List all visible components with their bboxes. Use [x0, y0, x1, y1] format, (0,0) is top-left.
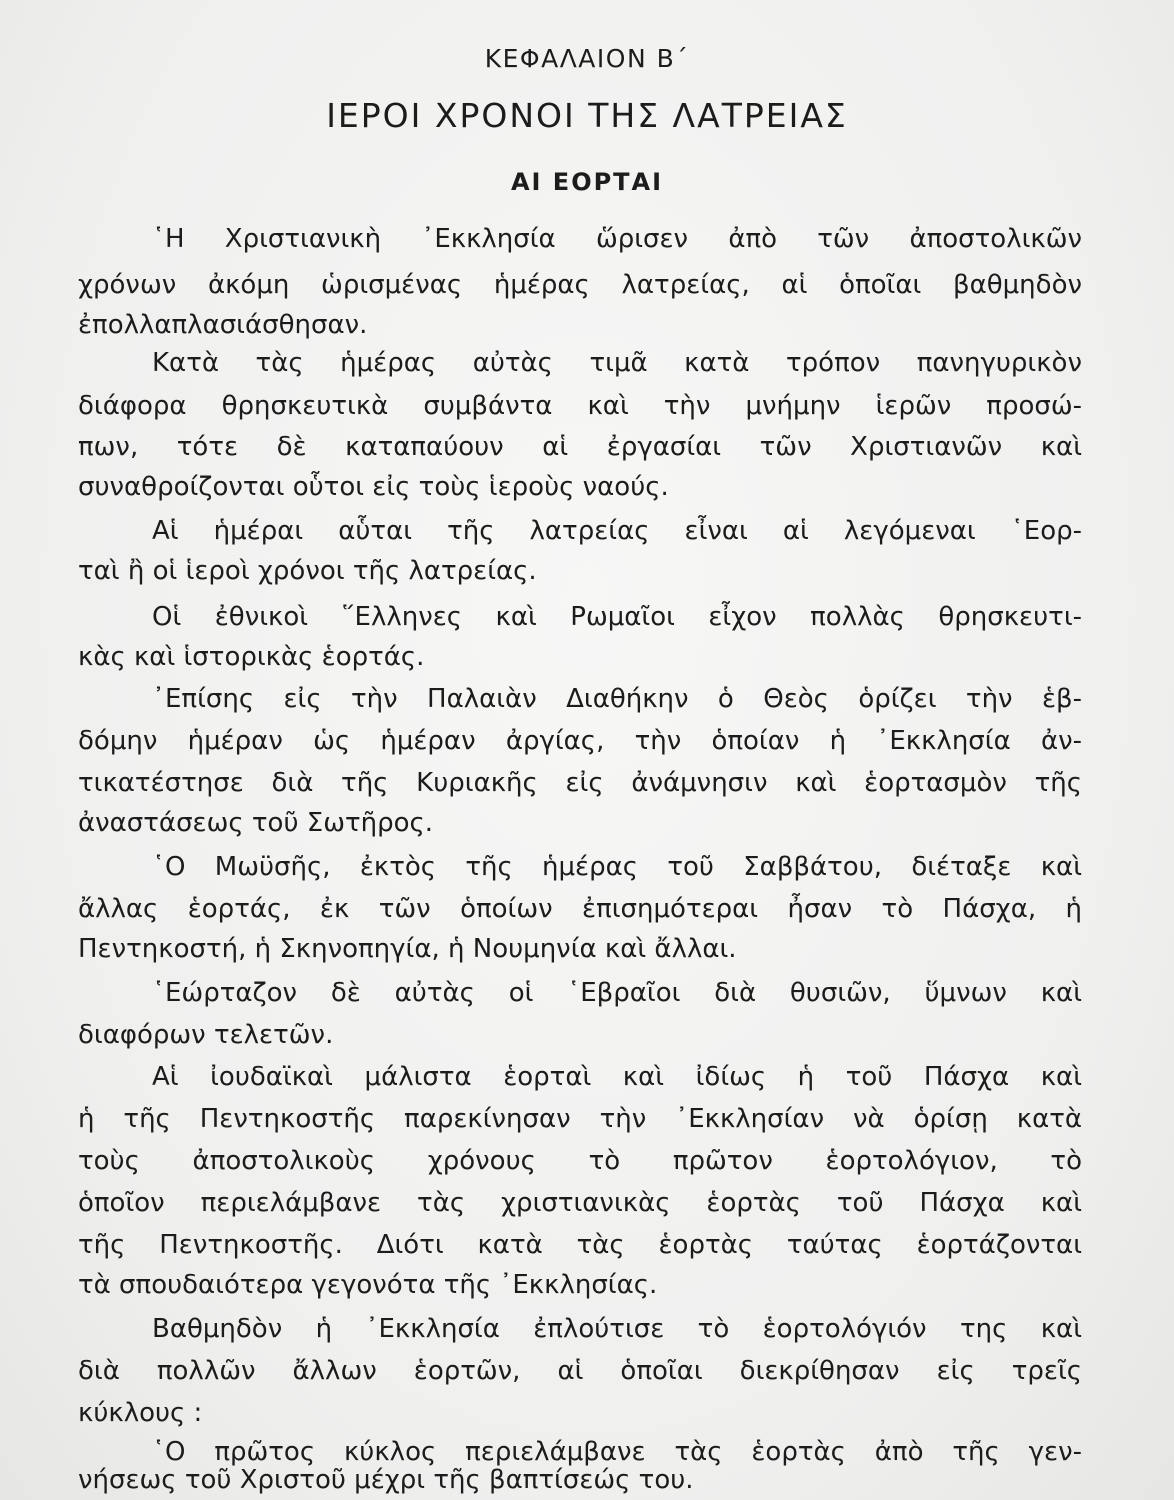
- text-line: ἐπολλαπλασιάσθησαν.: [78, 310, 368, 340]
- text-line: Πεντηκοστή, ἡ Σκηνοπηγία, ἡ Νουμηνία καὶ ἄλλαι.: [78, 934, 737, 964]
- text-line: ῾Ο Μωϋσῆς, ἐκτὸς τῆς ἡμέρας τοῦ Σαββάτου, διέταξε καὶ: [152, 852, 1082, 882]
- text-line: ῾Εώρταζον δὲ αὐτὰς οἱ ῾Εβραῖοι διὰ θυσιῶν, ὕμνων καὶ: [152, 978, 1082, 1008]
- text-line: χρόνων ἀκόμη ὡρισμένας ἡμέρας λατρείας, αἱ ὁποῖαι βαθμηδὸν: [78, 270, 1082, 300]
- text-line: Οἱ ἐθνικοὶ ῞Ελληνες καὶ Ρωμαῖοι εἶχον πολλὰς θρησκευτι-: [152, 602, 1082, 632]
- text-line: διαφόρων τελετῶν.: [78, 1020, 334, 1050]
- text-line: ἄλλας ἑορτάς, ἐκ τῶν ὁποίων ἐπισημότεραι ἦσαν τὸ Πάσχα, ἡ: [78, 894, 1082, 924]
- chapter-heading: ΚΕΦΑΛΑΙΟΝ Β΄: [484, 44, 690, 73]
- text-line: Αἱ ἰουδαϊκαὶ μάλιστα ἑορταὶ καὶ ἰδίως ἡ τοῦ Πάσχα καὶ: [152, 1062, 1082, 1092]
- text-line: κύκλους :: [78, 1398, 203, 1428]
- section-subtitle: ΑΙ ΕΟΡΤΑΙ: [510, 168, 664, 196]
- text-line: ἀναστάσεως τοῦ Σωτῆρος.: [78, 808, 434, 838]
- text-line: συναθροίζονται οὗτοι εἰς τοὺς ἱεροὺς ναούς.: [78, 472, 669, 502]
- text-line: κὰς καὶ ἱστορικὰς ἑορτάς.: [78, 642, 425, 672]
- text-line: ὁποῖον περιελάμβανε τὰς χριστιανικὰς ἑορτὰς τοῦ Πάσχα καὶ: [78, 1188, 1082, 1218]
- text-line: Κατὰ τὰς ἡμέρας αὐτὰς τιμᾶ κατὰ τρόπον πανηγυρικὸν: [152, 348, 1082, 378]
- page-title: ΙΕΡΟΙ ΧΡΟΝΟΙ ΤΗΣ ΛΑΤΡΕΙΑΣ: [326, 96, 848, 135]
- text-line: δόμην ἡμέραν ὡς ἡμέραν ἀργίας, τὴν ὁποίαν ἡ ᾿Εκκλησία ἀν-: [78, 726, 1082, 756]
- text-line: τὰ σπουδαιότερα γεγονότα τῆς ᾿Εκκλησίας.: [78, 1270, 658, 1300]
- text-line: διάφορα θρησκευτικὰ συμβάντα καὶ τὴν μνήμην ἱερῶν προσώ-: [78, 391, 1082, 421]
- text-line: διὰ πολλῶν ἄλλων ἑορτῶν, αἱ ὁποῖαι διεκρίθησαν εἰς τρεῖς: [78, 1356, 1082, 1386]
- text-line: ᾿Επίσης εἰς τὴν Παλαιὰν Διαθήκην ὁ Θεὸς ὁρίζει τὴν ἑβ-: [152, 684, 1082, 714]
- text-line: Αἱ ἡμέραι αὗται τῆς λατρείας εἶναι αἱ λεγόμεναι ῾Εορ-: [152, 516, 1082, 546]
- text-line: Βαθμηδὸν ἡ ᾿Εκκλησία ἐπλούτισε τὸ ἑορτολόγιόν της καὶ: [152, 1314, 1082, 1344]
- text-line: τικατέστησε διὰ τῆς Κυριακῆς εἰς ἀνάμνησιν καὶ ἑορτασμὸν τῆς: [78, 768, 1082, 798]
- text-line: τῆς Πεντηκοστῆς. Διότι κατὰ τὰς ἑορτὰς ταύτας ἑορτάζονται: [78, 1230, 1082, 1260]
- text-line: ῾Ο πρῶτος κύκλος περιελάμβανε τὰς ἑορτὰς ἀπὸ τῆς γεν-: [152, 1437, 1082, 1467]
- text-line: πων, τότε δὲ καταπαύουν αἱ ἐργασίαι τῶν Χριστιανῶν καὶ: [78, 432, 1082, 462]
- text-line: ῾Η Χριστιανικὴ ᾿Εκκλησία ὥρισεν ἀπὸ τῶν ἀποστολικῶν: [152, 224, 1082, 254]
- text-line: ἡ τῆς Πεντηκοστῆς παρεκίνησαν τὴν ᾿Εκκλησίαν νὰ ὁρίσῃ κατὰ: [78, 1104, 1082, 1134]
- text-line: νήσεως τοῦ Χριστοῦ μέχρι τῆς βαπτίσεώς του.: [78, 1465, 694, 1495]
- text-line: τοὺς ἀποστολικοὺς χρόνους τὸ πρῶτον ἑορτολόγιον, τὸ: [78, 1146, 1082, 1176]
- text-line: ταὶ ἢ οἱ ἱεροὶ χρόνοι τῆς λατρείας.: [78, 556, 537, 586]
